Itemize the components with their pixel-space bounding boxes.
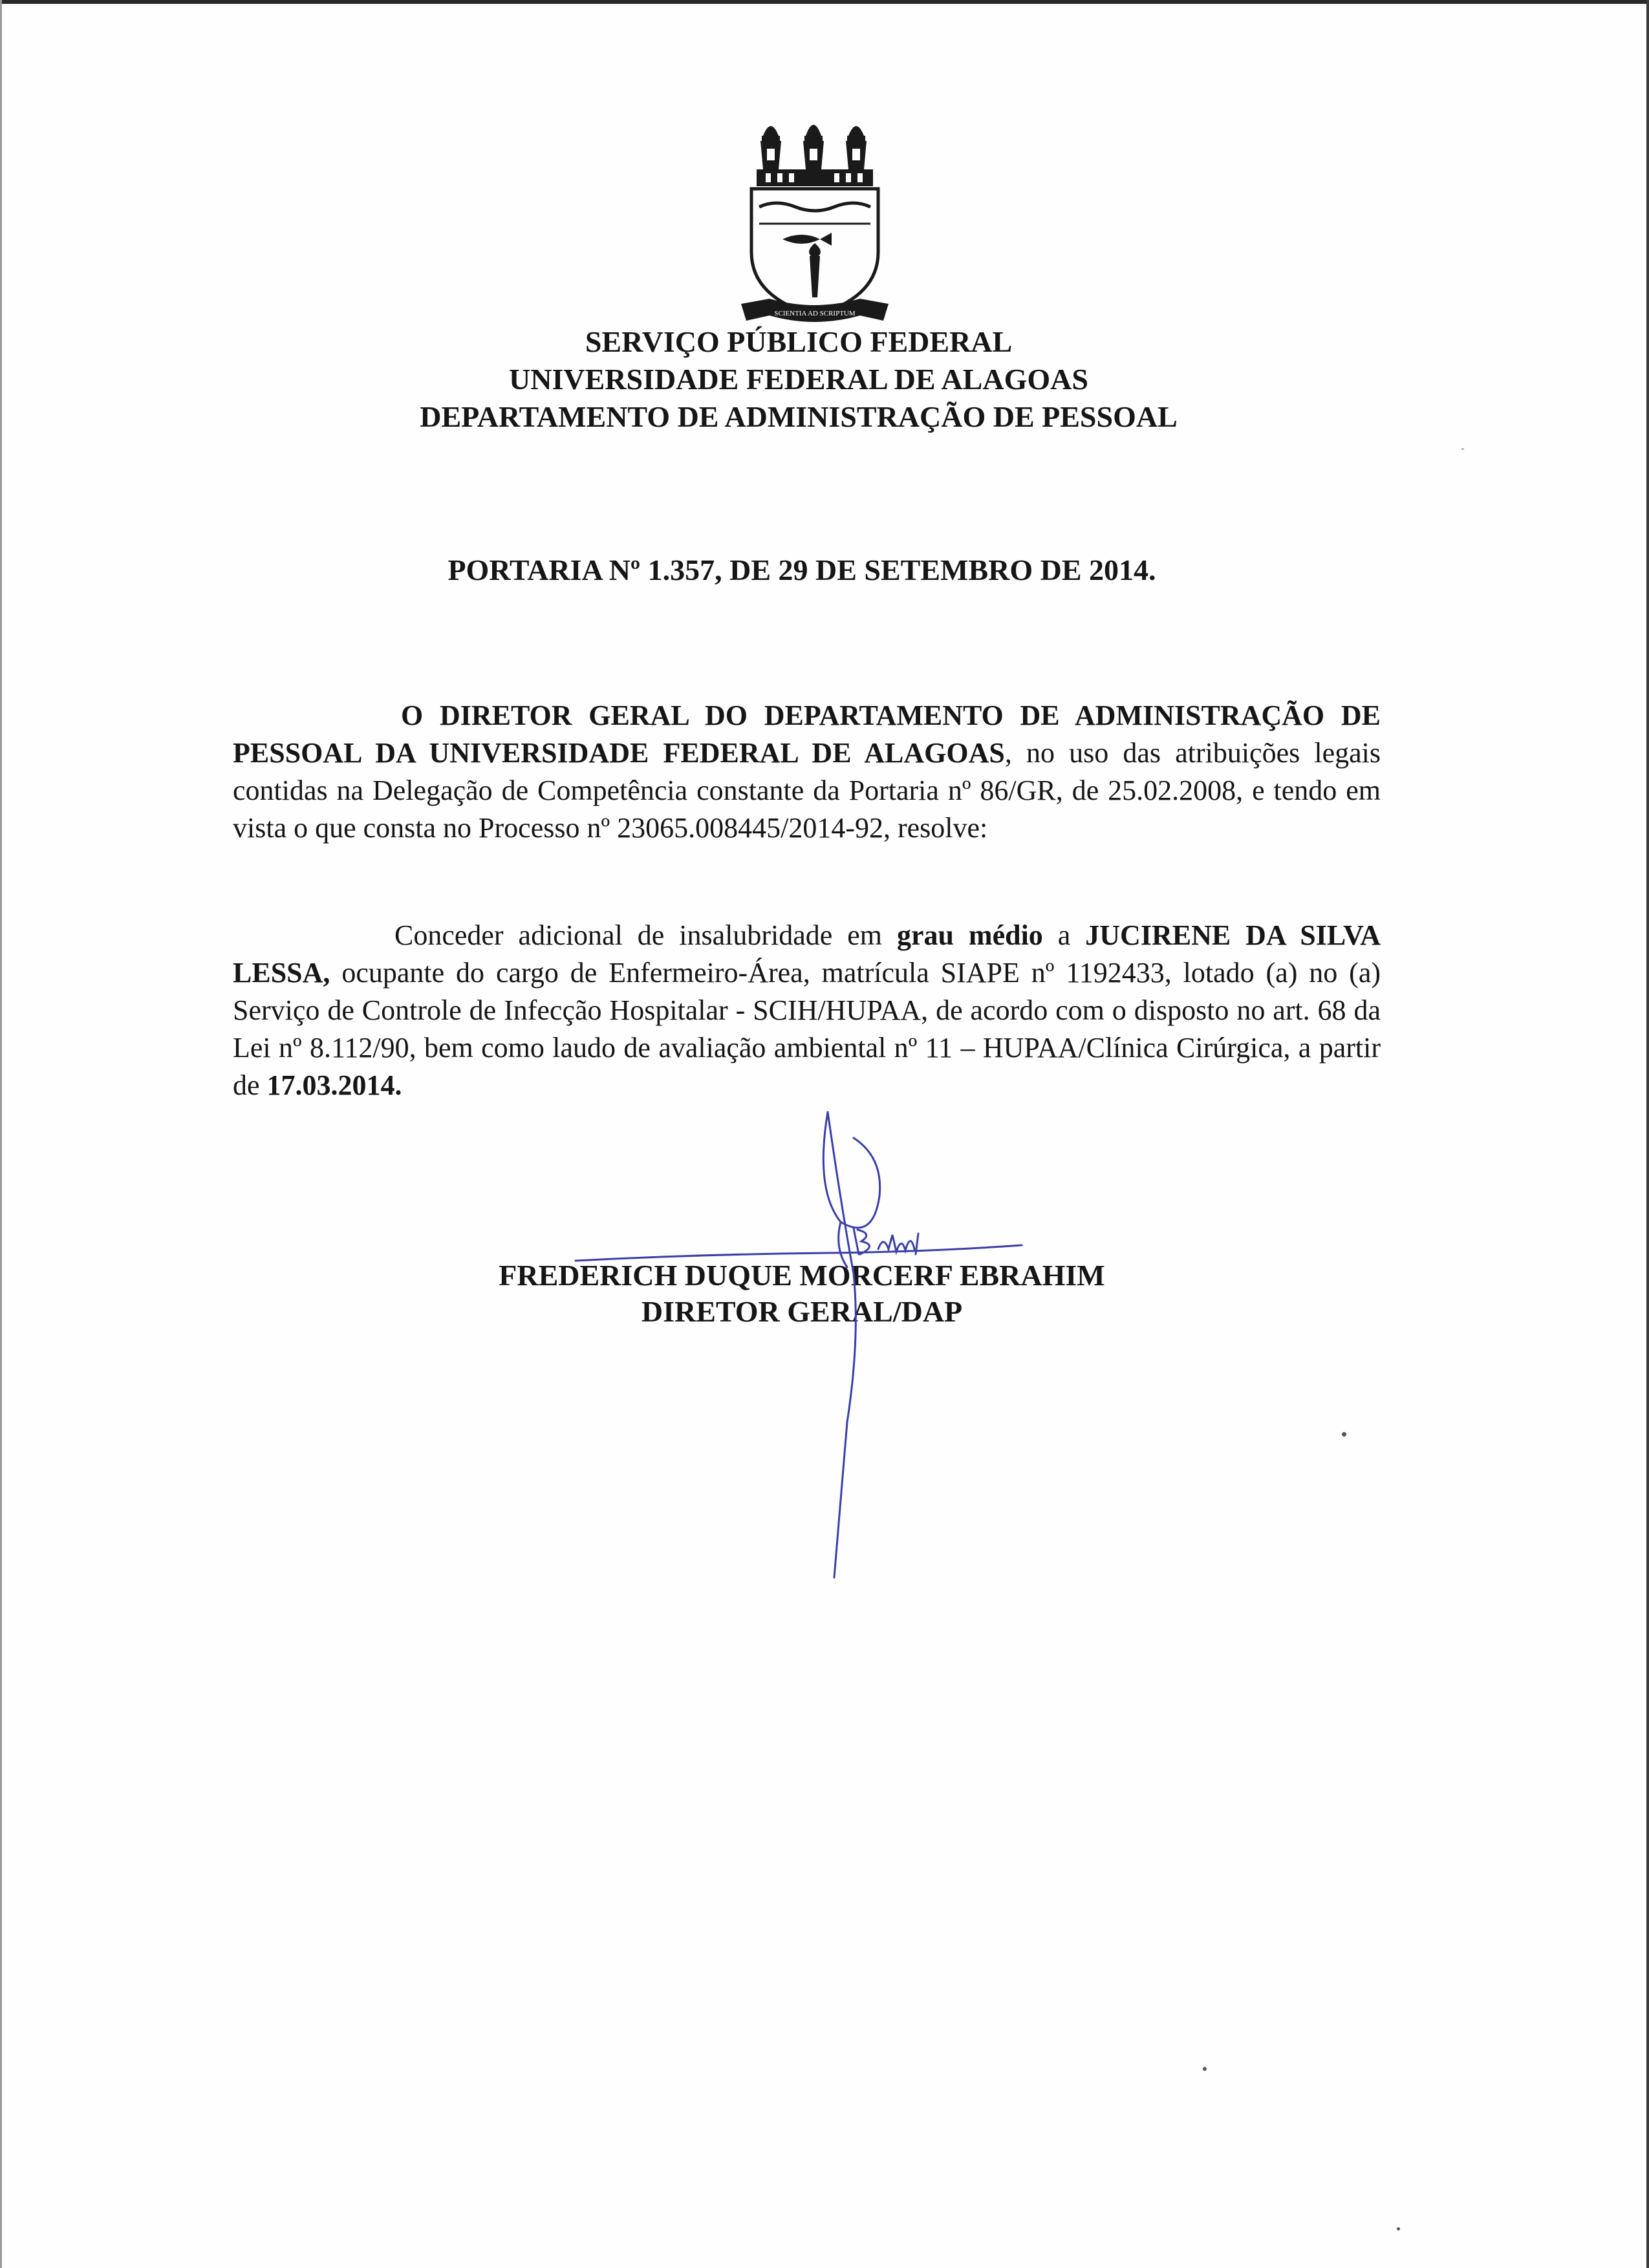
signatory-title: DIRETOR GERAL/DAP	[641, 1295, 963, 1328]
grade-text: grau médio	[896, 919, 1043, 951]
paragraph-2-part-3: ocupante do cargo de Enfermeiro-Área, matrícula SIAPE nº 1192433, lotado (a) no (a) Serviço de Controle de Infecção Hospitalar - SCIH/HUPAA, de acordo com o disposto no art. 68 da Lei nº 8.112/90, bem como laudo de avaliação ambiental nº 11 – HUPAA/Clínica Cirúrgica, a partir de	[233, 957, 1381, 1101]
paragraph-2-part-1: Conceder adicional de insalubridade em	[394, 919, 897, 951]
director-heading: O DIRETOR GERAL DO DEPARTAMENTO DE ADMINISTRAÇÃO DE PESSOAL DA UNIVERSIDADE FEDERAL DE ALAGOAS	[233, 700, 1381, 769]
scan-speck	[1461, 448, 1464, 450]
university-seal-icon	[737, 110, 892, 330]
signatory-name: FREDERICH DUQUE MORCERF EBRAHIM	[499, 1259, 1105, 1292]
paragraph-resolution-authority	[233, 697, 1381, 847]
employee-name: JUCIRENE DA SILVA LESSA,	[233, 919, 1381, 989]
scan-speck	[1342, 1432, 1346, 1437]
paragraph-2-part-2: a	[1042, 919, 1086, 951]
seal-motto: SCIENTIA AD SCRIPTUM	[774, 310, 856, 317]
scan-edge-right	[1646, 0, 1649, 2268]
paragraph-1-text: , no uso das atribuições legais contidas na Delegação de Competência constante da Portaria nº 86/GR, de 25.02.2008, e tendo em vista o que consta no Processo nº 23065.008445/2014-92, resolve:	[233, 737, 1381, 844]
header-line-1: SERVIÇO PÚBLICO FEDERAL	[585, 325, 1013, 358]
scan-edge-top	[0, 0, 1649, 4]
scan-speck	[1397, 2227, 1400, 2231]
document-header	[0, 323, 1597, 436]
effective-date: 17.03.2014.	[266, 1069, 402, 1101]
paragraph-concession	[233, 917, 1381, 1104]
portaria-title: PORTARIA Nº 1.357, DE 29 DE SETEMBRO DE 2014.	[447, 553, 1156, 586]
header-line-2: UNIVERSIDADE FEDERAL DE ALAGOAS	[509, 363, 1088, 396]
header-line-3: DEPARTAMENTO DE ADMINISTRAÇÃO DE PESSOAL	[420, 400, 1178, 433]
signatory-block	[0, 1257, 1604, 1330]
scan-speck	[1203, 2067, 1207, 2071]
